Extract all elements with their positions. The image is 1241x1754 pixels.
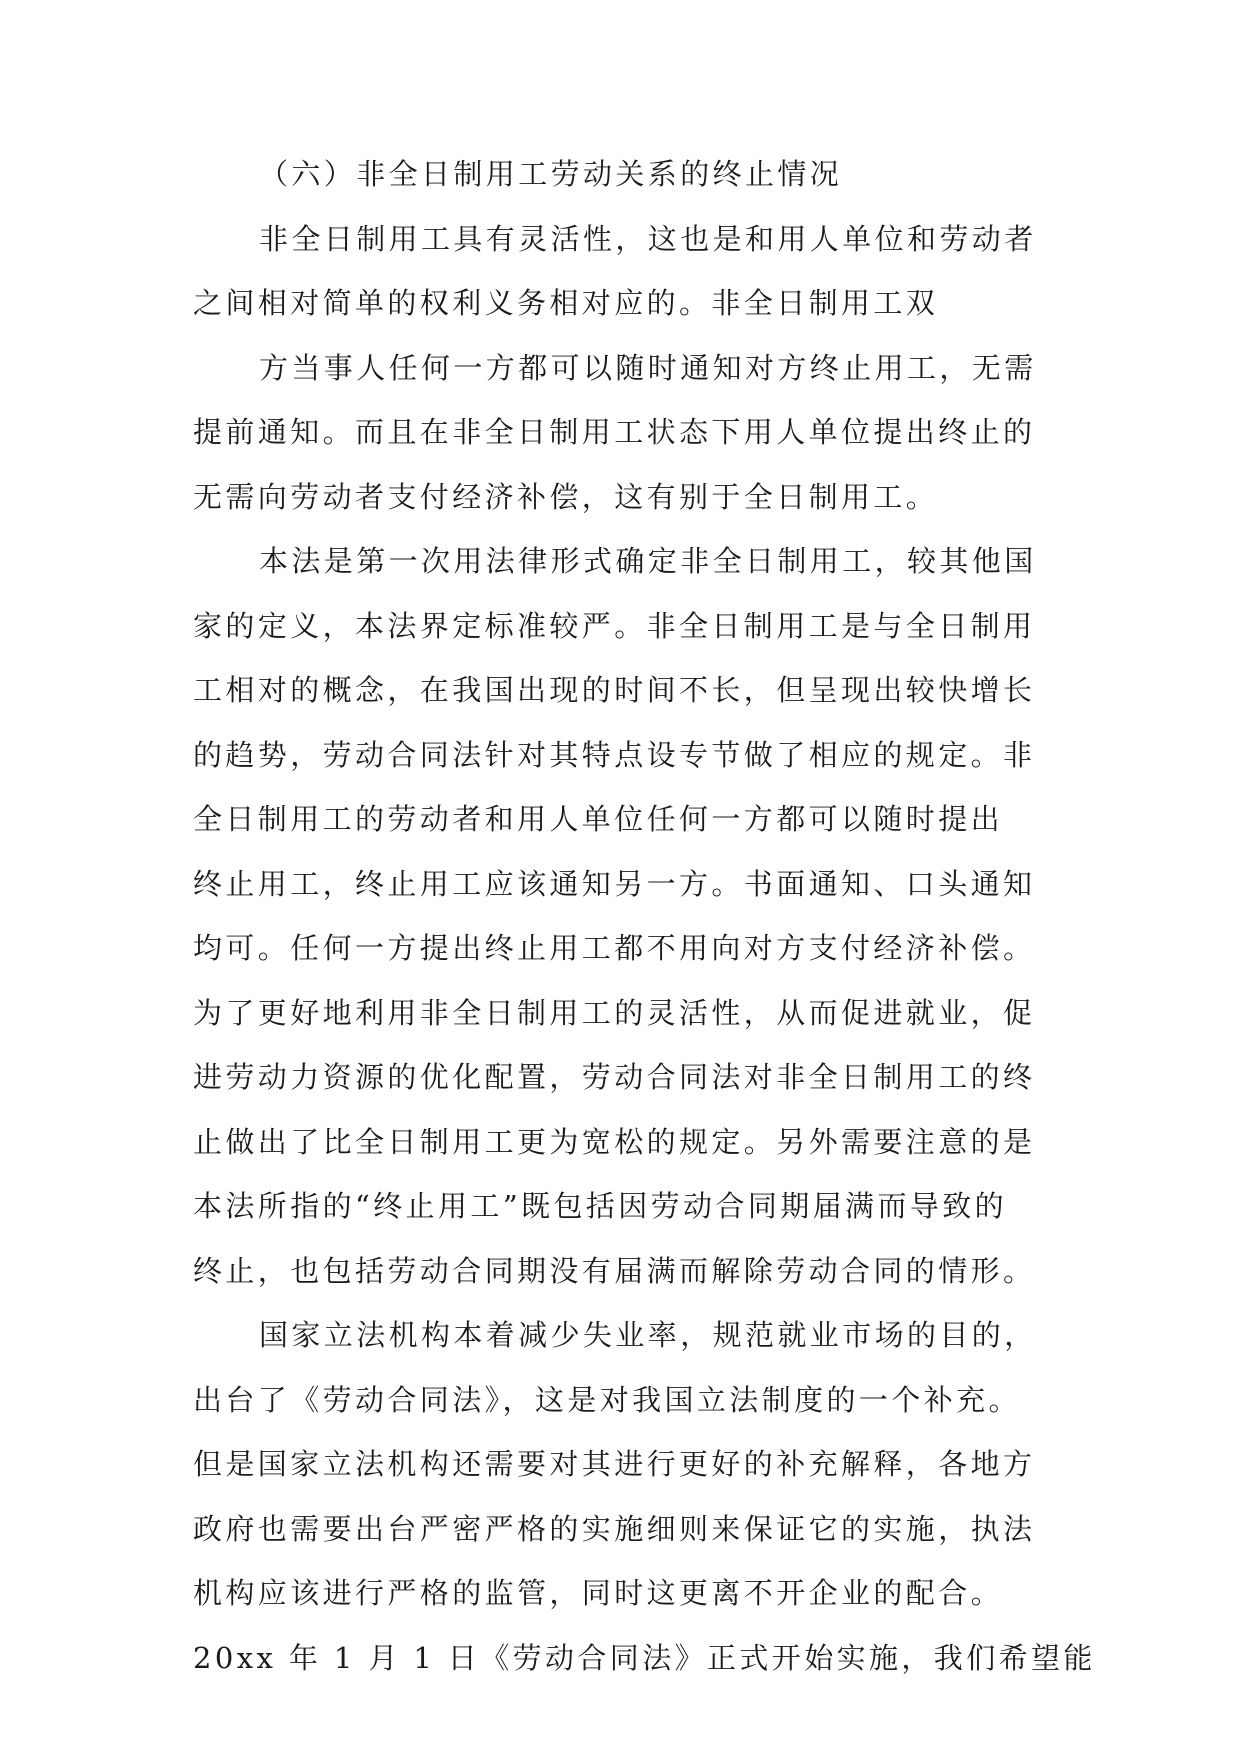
- text-line: 全日制用工的劳动者和用人单位任何一方都可以随时提出: [193, 802, 1004, 836]
- text-line: 国家立法机构本着减少失业率，规范就业市场的目的，: [259, 1318, 1037, 1352]
- text-line: 工相对的概念，在我国出现的时间不长，但呈现出较快增长: [193, 673, 1036, 707]
- text-line: 本法所指的“终止用工”既包括因劳动合同期届满而导致的: [193, 1189, 1008, 1223]
- text-line: 政府也需要出台严密严格的实施细则来保证它的实施，执法: [193, 1511, 1036, 1546]
- text-line: 出台了《劳动合同法》，这是对我国立法制度的一个补充。: [193, 1382, 1021, 1417]
- text-line: 非全日制用工具有灵活性，这也是和用人单位和劳动者: [259, 221, 1037, 256]
- text-line: 提前通知。而且在非全日制用工状态下用人单位提出终止的: [193, 415, 1036, 449]
- text-line: 无需向劳动者支付经济补偿，这有别于全日制用工。: [193, 479, 939, 514]
- text-line: 之间相对简单的权利义务相对应的。非全日制用工双: [193, 286, 939, 320]
- text-line: 20xx 年 1 月 1 日《劳动合同法》正式开始实施，我们希望能: [193, 1640, 1096, 1675]
- text-line: 终止用工，终止用工应该通知另一方。书面通知、口头通知: [193, 866, 1036, 901]
- text-line: 终止，也包括劳动合同期没有届满而解除劳动合同的情形。: [193, 1253, 1036, 1288]
- text-line: 家的定义，本法界定标准较严。非全日制用工是与全日制用: [193, 608, 1036, 643]
- text-line: 进劳动力资源的优化配置，劳动合同法对非全日制用工的终: [193, 1060, 1036, 1094]
- text-line: 机构应该进行严格的监管，同时这更离不开企业的配合。: [193, 1576, 1004, 1610]
- text-line: 均可。任何一方提出终止用工都不用向对方支付经济补偿。: [193, 931, 1036, 965]
- text-line: 为了更好地利用非全日制用工的灵活性，从而促进就业，促: [193, 995, 1036, 1030]
- text-line: 的趋势，劳动合同法针对其特点设专节做了相应的规定。非: [193, 737, 1036, 772]
- section-heading: （六）非全日制用工劳动关系的终止情况: [259, 157, 843, 191]
- document-body: [193, 155, 1096, 1703]
- text-line: 本法是第一次用法律形式确定非全日制用工，较其他国: [259, 544, 1037, 578]
- text-line: 但是国家立法机构还需要对其进行更好的补充解释，各地方: [193, 1447, 1036, 1481]
- text-line: 止做出了比全日制用工更为宽松的规定。另外需要注意的是: [193, 1124, 1036, 1159]
- text-line: 方当事人任何一方都可以随时通知对方终止用工，无需: [259, 350, 1037, 385]
